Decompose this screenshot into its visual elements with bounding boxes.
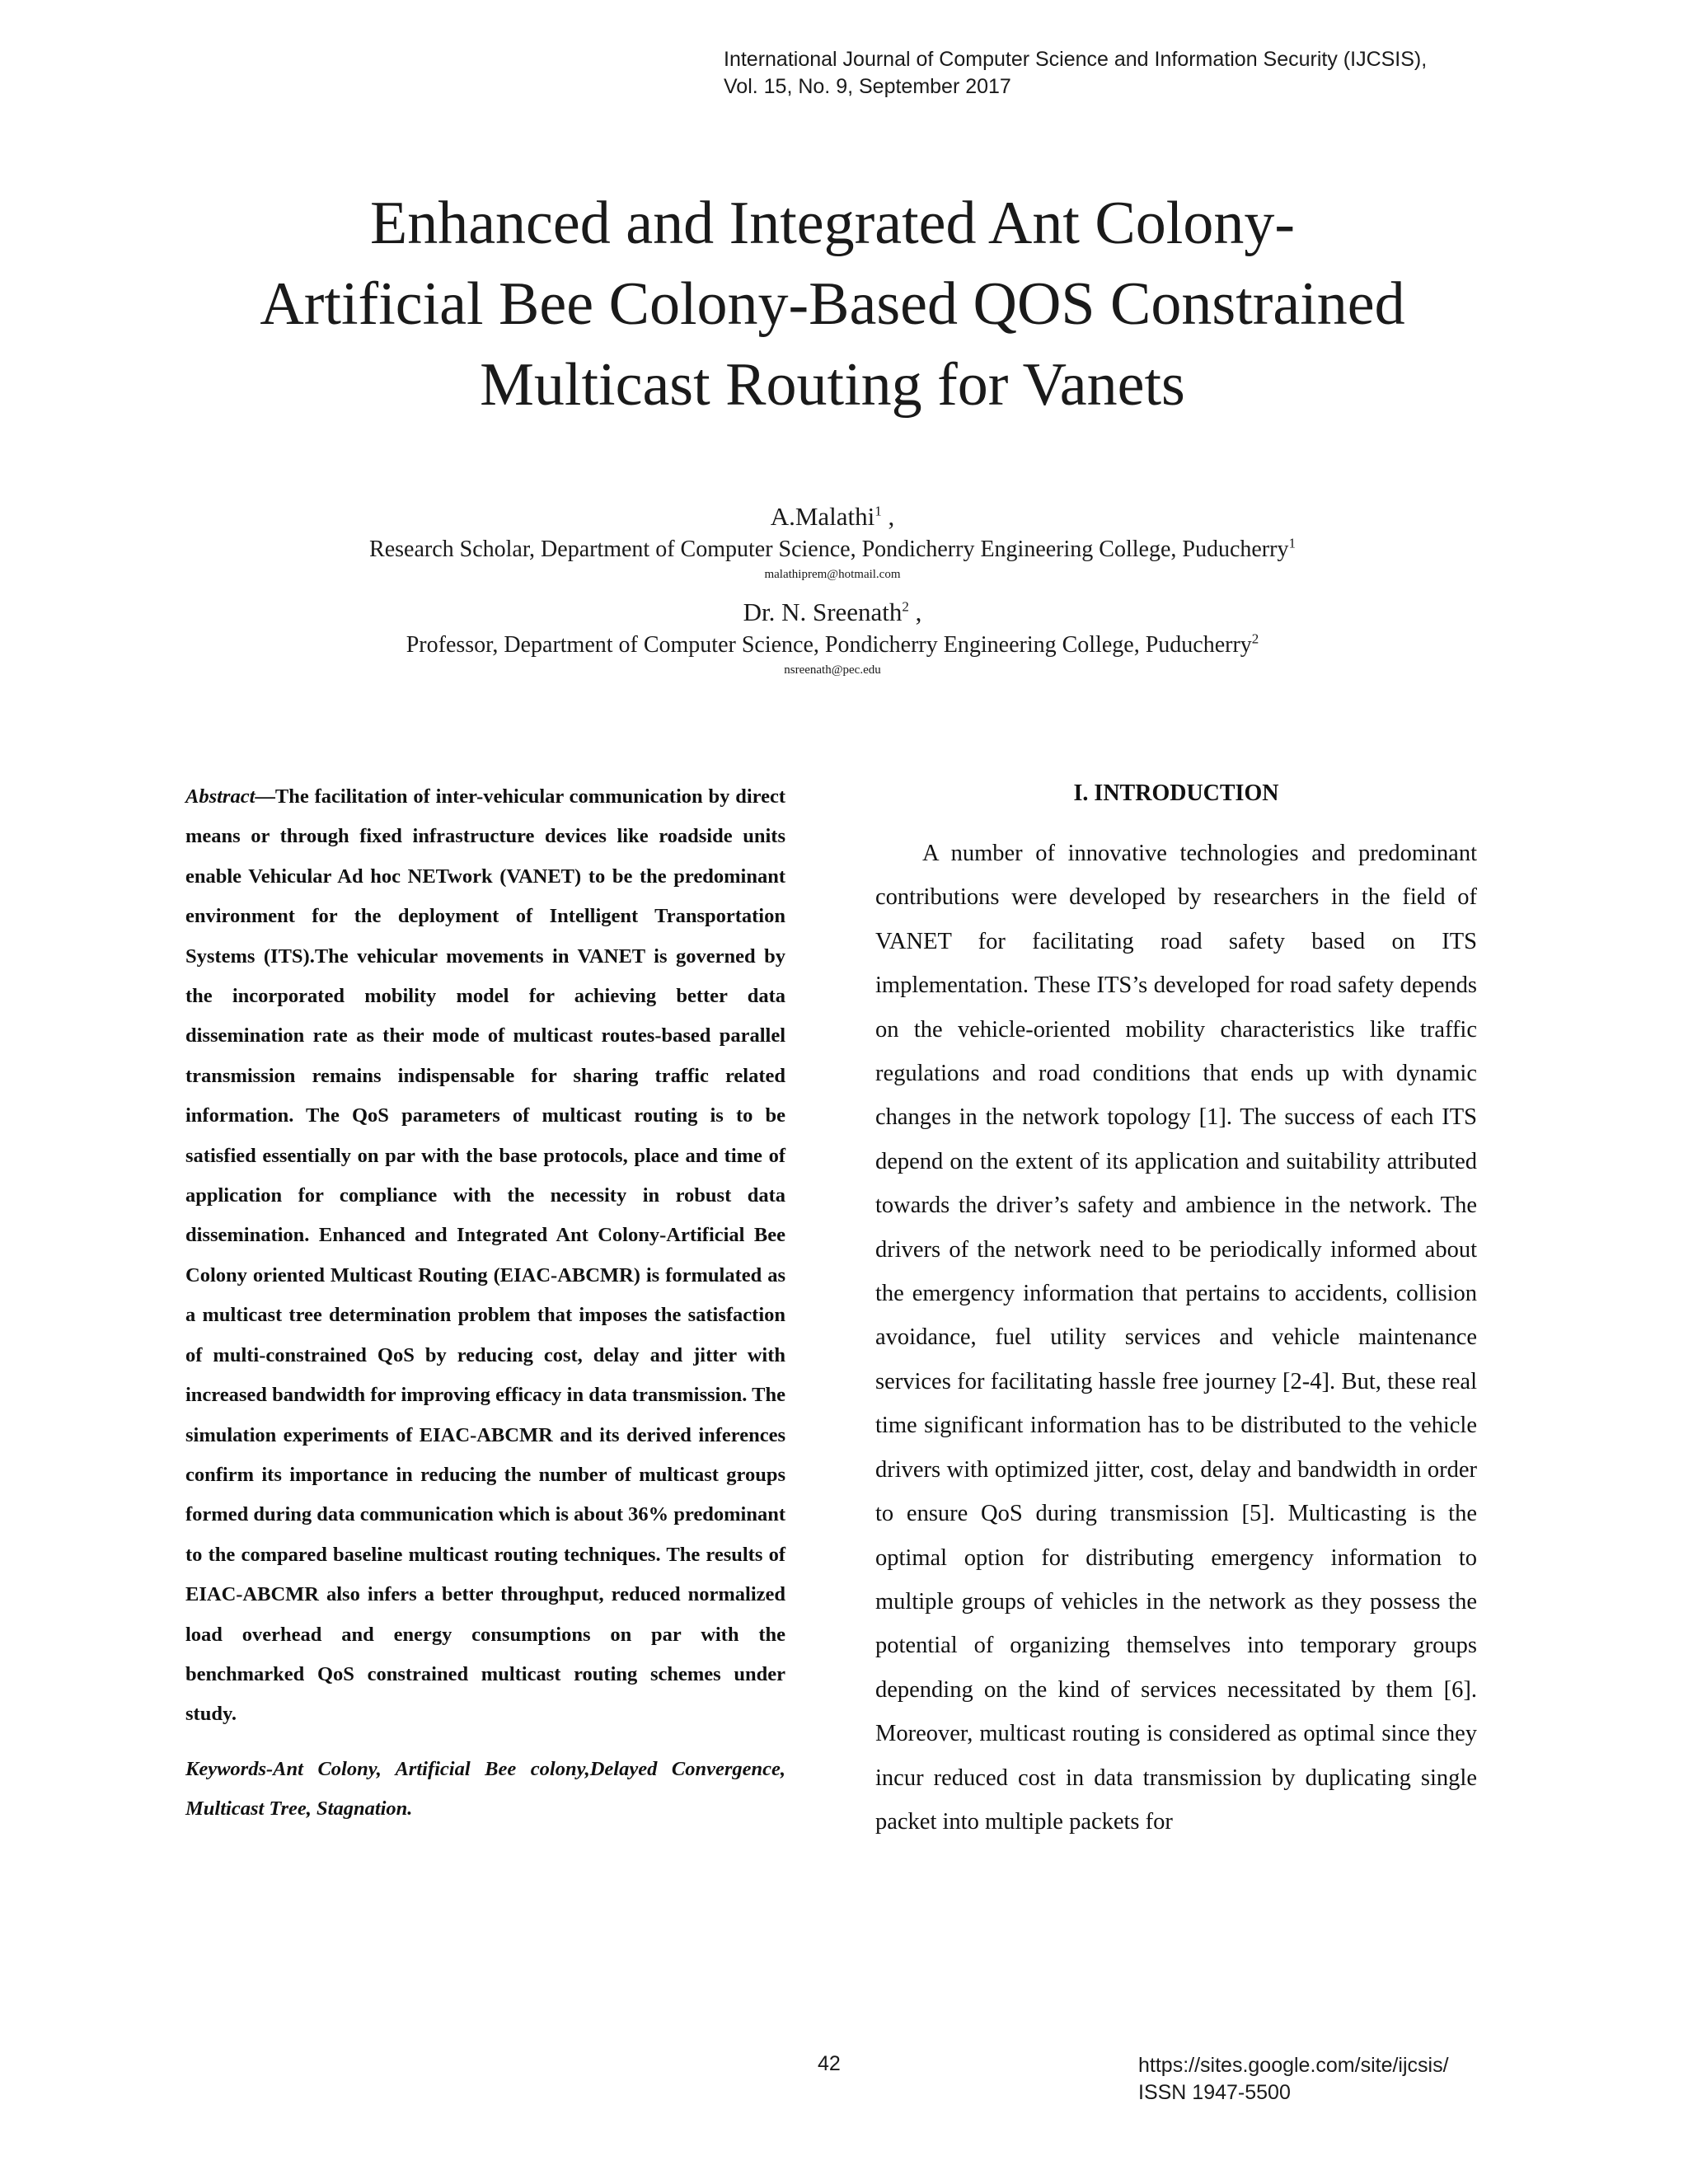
author-block xyxy=(91,499,1574,691)
paper-title xyxy=(132,183,1533,425)
right-column xyxy=(875,777,1477,1844)
footer-info xyxy=(1138,2052,1449,2107)
keywords: Keywords-Ant Colony, Artificial Bee colony,Delayed Convergence, Multicast Tree, Stagnation. xyxy=(185,1757,785,1821)
author-email[interactable]: nsreenath@pec.edu xyxy=(784,663,881,677)
left-column xyxy=(185,777,785,1830)
author-name: A.Malathi$^1$ , xyxy=(770,502,895,531)
abstract xyxy=(185,777,785,1735)
footer-url[interactable]: https://sites.google.com/site/ijcsis/ xyxy=(1138,2054,1449,2077)
title-line: Enhanced and Integrated Ant Colony- xyxy=(370,190,1295,257)
author-affiliation: Research Scholar, Department of Computer Science, Pondicherry Engineering College, Puducherry$^1$ xyxy=(369,535,1296,562)
section-heading: I. INTRODUCTION xyxy=(1073,780,1279,806)
title-line: Artificial Bee Colony-Based QOS Constrained xyxy=(260,270,1405,338)
page-number: 42 xyxy=(818,2052,841,2075)
author-email[interactable]: malathiprem@hotmail.com xyxy=(764,568,901,581)
introduction-paragraph: A number of innovative technologies and predominant contributions were developed by researchers in the field of VANET for facilitating road safety based on ITS implementation. These ITS’s developed for road safety depends on the vehicle-oriented mobility characteristics like traffic regulations and road conditions that ends up with dynamic changes in the network topology [1]. The success of each ITS depend on the extent of its application and suitability attributed towards the driver’s safety and ambience in the network. The drivers of the network need to be periodically informed about the emergency information that pertains to accidents, collision avoidance, fuel utility services and vehicle maintenance services for facilitating hassle free journey [2-4]. But, these real time significant information has to be distributed to the vehicle drivers with optimized jitter, cost, delay and bandwidth in order to ensure QoS during transmission [5]. Multicasting is the optimal option for distributing emergency information to multiple groups of vehicles in the network as they possess the potential of organizing themselves into temporary groups depending on the kind of services necessitated by them [6]. Moreover, multicast routing is considered as optimal since they incur reduced cost in data transmission by duplicating single packet into multiple packets for xyxy=(875,841,1477,1835)
author-name: Dr. N. Sreenath$^2$ , xyxy=(743,598,922,626)
author-affiliation: Professor, Department of Computer Science, Pondicherry Engineering College, Puducherry$^2$ xyxy=(406,630,1259,658)
journal-name: International Journal of Computer Science and Information Security (IJCSIS), xyxy=(724,48,1428,71)
journal-volume: Vol. 15, No. 9, September 2017 xyxy=(724,75,1011,98)
journal-header xyxy=(724,46,1630,101)
abstract-label: Abstract xyxy=(185,785,256,808)
title-line: Multicast Routing for Vanets xyxy=(480,351,1185,419)
abstract-text: —The facilitation of inter-vehicular communication by direct means or through fixed infrastructure devices like roadside units enable Vehicular Ad hoc NETwork (VANET) to be the predominant environment for the deployment of Intelligent Transportation Systems (ITS).The vehicular movements in VANET is governed by the incorporated mobility model for achieving better data dissemination rate as their mode of multicast routes-based parallel transmission remains indispensable for sharing traffic related information. The QoS parameters of multicast routing is to be satisfied essentially on par with the base protocols, place and time of application for compliance with the necessity in robust data dissemination. Enhanced and Integrated Ant Colony-Artificial Bee Colony oriented Multicast Routing (EIAC-ABCMR) is formulated as a multicast tree determination problem that imposes the satisfaction of multi-constrained QoS by reducing cost, delay and jitter with increased bandwidth for improving efficacy in data transmission. The simulation experiments of EIAC-ABCMR and its derived inferences confirm its importance in reducing the number of multicast groups formed during data communication which is about 36% predominant to the compared baseline multicast routing techniques. The results of EIAC-ABCMR also infers a better throughput, reduced normalized load overhead and energy consumptions on par with the benchmarked QoS constrained multicast routing schemes under study. xyxy=(185,785,785,1726)
footer-issn: ISSN 1947-5500 xyxy=(1138,2081,1291,2104)
